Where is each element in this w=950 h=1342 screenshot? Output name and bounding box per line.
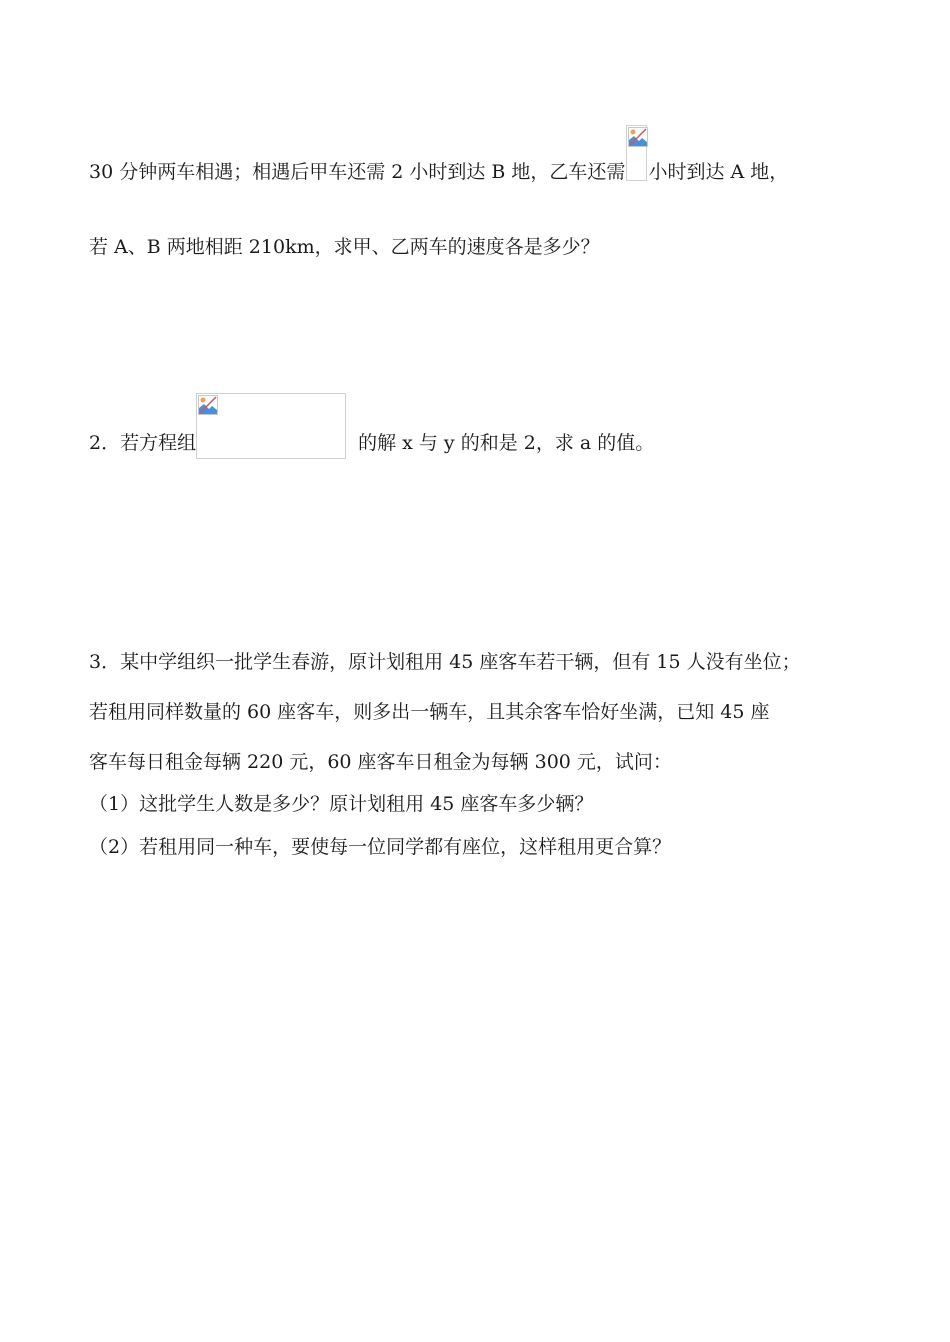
problem3-line1 [89, 649, 801, 674]
problem3-line1-text: 3．某中学组织一批学生春游，原计划租用 45 座客车若干辆，但有 15 人没有坐位； [89, 651, 801, 673]
problem3-line2-text: 若租用同样数量的 60 座客车，则多出一辆车，且其余客车恰好坐满，已知 45 座 [89, 701, 770, 723]
problem2-text-b: 的解 x 与 y 的和是 2，求 a 的值。 [358, 432, 655, 454]
broken-image-icon [628, 127, 648, 147]
problem3-line3-text: 客车每日租金每辆 220 元，60 座客车日租金为每辆 300 元，试问： [89, 751, 672, 773]
problem3-line3 [89, 749, 672, 774]
problem3-question2 [89, 834, 671, 859]
problem1-line1-text-a: 30 分钟两车相遇；相遇后甲车还需 2 小时到达 B 地，乙车还需 [89, 161, 626, 183]
problem1-line2-text: 若 A、B 两地相距 210km，求甲、乙两车的速度各是多少？ [89, 236, 600, 258]
problem3-question2-text: （2）若租用同一种车，要使每一位同学都有座位，这样租用更合算？ [89, 836, 672, 858]
problem2-line [89, 393, 654, 459]
problem1-line1 [89, 122, 788, 184]
inline-fraction-image [626, 125, 647, 181]
problem1-line2 [89, 234, 600, 259]
problem3-line2 [89, 699, 770, 724]
problem2-text-a: 2．若方程组 [89, 432, 197, 454]
problem3-question1 [89, 791, 593, 816]
equation-system-image [196, 393, 346, 459]
broken-image-icon [198, 395, 218, 415]
problem3-question1-text: （1）这批学生人数是多少？原计划租用 45 座客车多少辆？ [89, 793, 594, 815]
problem1-line1-text-b: 小时到达 A 地， [648, 161, 789, 183]
